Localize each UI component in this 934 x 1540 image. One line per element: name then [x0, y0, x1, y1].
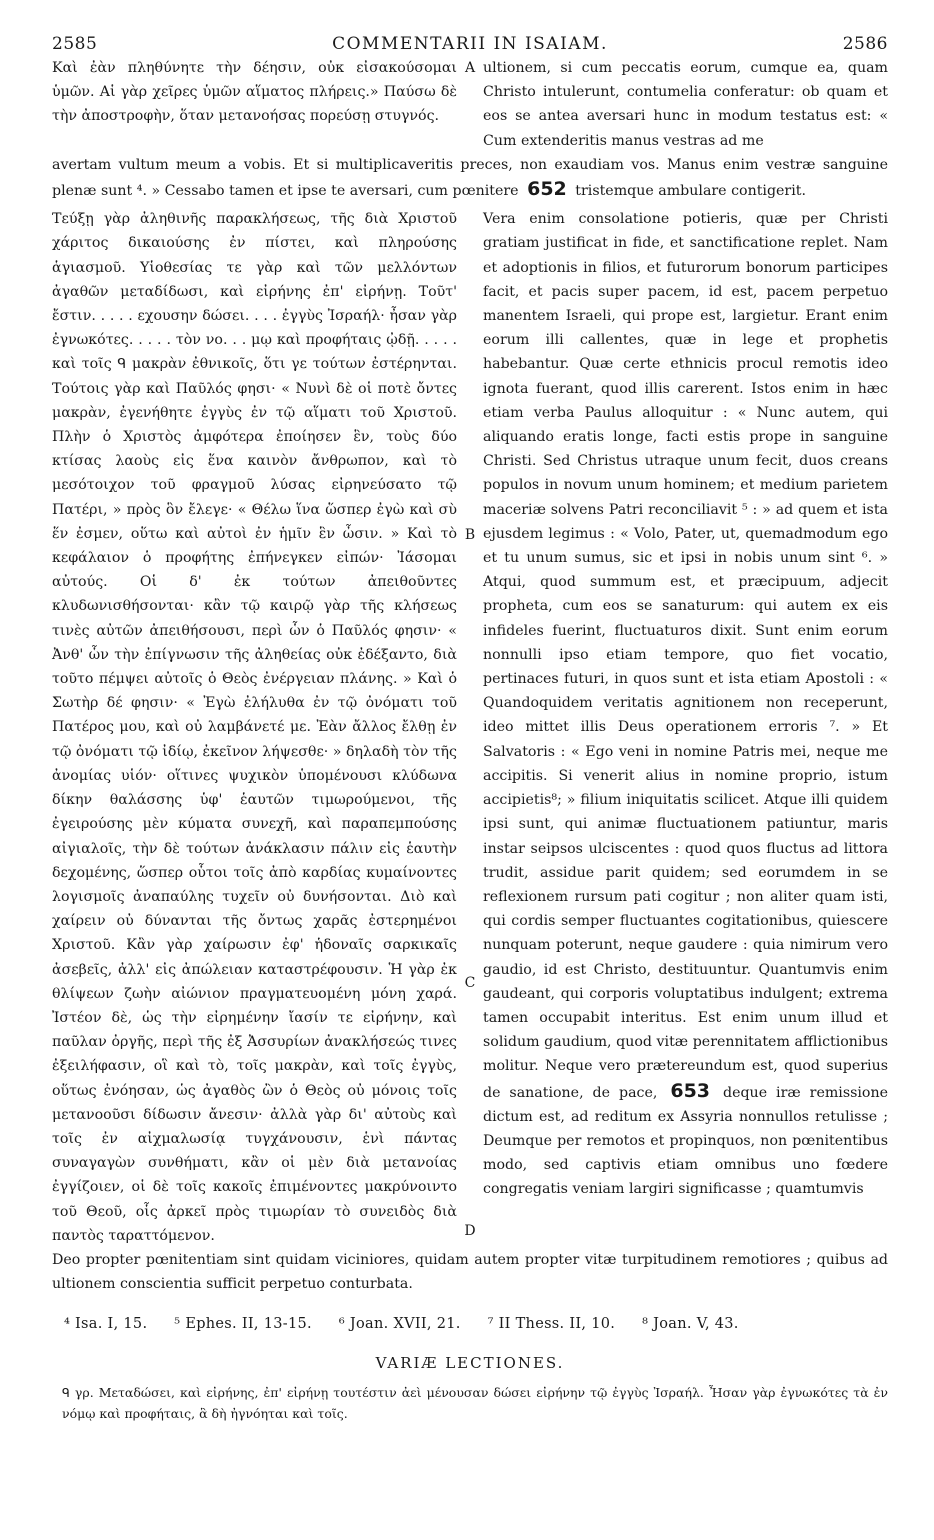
intro-latin-full-end: tristemque ambulare contigerit.: [575, 183, 806, 200]
greek-column: Τεύξῃ γὰρ ἀληθινῆς παρακλήσεως, τῆς διὰ Χριστοῦ χάριτος δικαιούσης ἐν πίστει, καὶ πληρούσης ἁγιασμοῦ. Υἱοθεσίας τε γὰρ καὶ τῶν μελλόντων ἀγαθῶν μεταδίδωσι, καὶ εἰρήνης ἐπ' εἰρήνῃ. Τοῦτ' ἔστιν. . . . . εχουσην δώσει. . . . ἐγγὺς Ἰσραήλ· ἦσαν γὰρ ἐγνωκότες. . . . . τὸν νο. . . μῳ καὶ προφήταις ᾠδῇ. . . . . καὶ τοῖς ᑫ μακρὰν ἐθνικοῖς, ὅτι γε τούτων ἐστέρηνται. Τούτοις γὰρ καὶ Παῦλός φησι· « Νυνὶ δὲ οἱ ποτὲ ὄντες μακρὰν, ἐγενήθητε ἐγγὺς ἐν τῷ αἵματι τοῦ Χριστοῦ. Πλὴν ὁ Χριστὸς ἀμφότερα ἐποίησεν ἓν, τοὺς δύο κτίσας λαοὺς εἰς ἕνα καινὸν ἄνθρωπον, καὶ τὸ μεσότοιχον τοῦ φραγμοῦ λύσας εἰρηνεύσατο τῷ Πατέρι, » πρὸς ὃν ἔλεγε· « Θέλω ἵνα ὥσπερ ἐγὼ καὶ σὺ ἕν ἐσμεν, οὕτω καὶ αὐτοὶ ἐν ἡμῖν ἓν ὦσιν. » Καὶ τὸ κεφάλαιον ὁ προφήτης ἐπήνεγκεν εἰπών· Ἰάσομαι αὐτούς. Οἱ δ' ἐκ τούτων ἀπειθοῦντες κλυδωνισθήσονται· κἂν τῷ καιρῷ γὰρ τῆς κλήσεως τινὲς αὐτῶν ἀπειθήσουσι, περὶ ὧν ὁ Παῦλός φησιν· « Ἀνθ' ὧν τὴν ἐπίγνωσιν τῆς ἀληθείας οὐκ ἐδέξαντο, διὰ τοῦτο πέμψει αὐτοῖς ὁ Θεὸς ἐνέργειαν πλάνης. » Καὶ ὁ Σωτὴρ δέ φησιν· « Ἐγὼ ἐλήλυθα ἐν τῷ ὀνόματι τοῦ Πατέρος μου, καὶ οὐ λαμβάνετέ με. Ἐὰν ἄλλος ἔλθῃ ἐν τῷ ὀνόματι τῷ ἰδίῳ, ἐκεῖνον λήψεσθε· » δηλαδὴ τὸν τῆς ἀνομίας υἱόν· οἵτινες ψυχικὸν ὑπομένουσι κλύδωνα δίκην θαλάσσης ὑφ' ἑαυτῶν τιμωρούμενοι, τῆς ἐγειρούσης μὲν κύματα συνεχῆ, καὶ παραπεμπούσης αἰγιαλοῖς, τὴν δὲ τούτων ἀνάκλασιν πάλιν εἰς ἑαυτὴν δεχομένης, ὥσπερ οὗτοι τοῖς ἀπὸ καρδίας κυμαίνοντες λογισμοῖς ἀναπαύλης τυχεῖν οὐ δυνήσονται. Διὸ καὶ χαίρειν οὐ δύνανται τῆς ὄντως χαρᾶς ἐστερημένοι Χριστοῦ. Κἂν γὰρ χαίρωσιν ἐφ' ἡδοναῖς σαρκικαῖς ἀσεβεῖς, ἀλλ' εἰς ἀπώλειαν καταστρέφουσιν. Ἡ γὰρ ἐκ θλίψεων ζωὴν αἰώνιον πραγματευομένη μόνη χαρά. Ἰστέον δὲ, ὡς τὴν εἰρημένην ἴασίν τε εἰρήνην, καὶ παῦλαν ὀργῆς, περὶ τῆς ἐξ Ἀσσυρίων ἀνακλήσεώς τινες ἐξειλήφασιν, οἳ καὶ τὸ, τοῖς μακρὰν, καὶ τοῖς ἐγγὺς, οὕτως ἐνόησαν, ὡς ἀγαθὸς ὢν ὁ Θεὸς οὐ μόνοις τοῖς μετανοοῦσι δίδωσιν ἄνεσιν· ἀλλὰ γὰρ δι' αὐτοὺς καὶ τοῖς ἐν αἰχμαλωσίᾳ τυγχάνουσιν, ἑνὶ πάντας συναγαγὼν συνθήματι, κἂν οἱ μὲν διὰ μετανοίας ἐγγίζοιεν, οἱ δὲ τοῖς κακοῖς ἐπιμένοντες μακρύνοιντο τοῦ Θεοῦ, οἷς ἀρκεῖ πρὸς τιμωρίαν τὸ συνειδὸς διὰ παντὸς ταραττόμενον.: [52, 211, 457, 1244]
page-marker-652: 652: [527, 178, 567, 201]
text-body: [52, 56, 888, 1296]
intro-greek: Καὶ ἐὰν πληθύνητε τὴν δέησιν, οὐκ εἰσακούσομαι ὑμῶν. Αἱ γὰρ χεῖρες ὑμῶν αἵματος πλήρεις.» Παύσω δὲ τὴν ἀποστροφὴν, ὅταν μετανοήσας πορεύσῃ στυγνός.: [52, 60, 457, 125]
margin-marker-a: A: [464, 60, 476, 76]
intro-latin-continued: [52, 153, 888, 203]
running-header: [52, 34, 888, 56]
intro-latin-full: avertam vultum meum a vobis. Et si multiplicaveritis preces, non exaudiam vos. Manus enim vestræ sanguine plenæ sunt ⁴. » Cessabo tamen et ipse te aversari, cum pœnitere: [52, 156, 888, 200]
margin-marker-c: C: [464, 975, 476, 992]
two-column-text: [52, 207, 888, 1248]
footnote: ⁷ II Thess. II, 10.: [487, 1316, 616, 1333]
closing-latin: Deo propter pœnitentiam sint quidam viciniores, quidam autem propter vitæ turpitudinem remotiores ; quibus ad ultionem conscientia sufficit perpetuo conturbata.: [52, 1251, 888, 1293]
variae-lectiones-title: VARIÆ LECTIONES.: [375, 1354, 565, 1373]
latin-column-part2: deque iræ remissione dictum est, ad reditum ex Assyria nonnullos retulisse ; Deumque per remotos et propinquos, non pœnitentibus modo, sed captivis etiam omnibus uno fœdere congregatis veniam largiri significasse ; quamtumvis: [483, 1084, 889, 1198]
footnote: ⁶ Joan. XVII, 21.: [338, 1316, 461, 1333]
footnote: ⁸ Joan. V, 43.: [642, 1316, 739, 1333]
footnote: ⁵ Ephes. II, 13-15.: [174, 1316, 312, 1333]
running-title: COMMENTARII IN ISAIAM.: [332, 34, 608, 54]
variae-lectiones-text: ᑫ γρ. Μεταδώσει, καὶ εἰρήνης, ἐπ' εἰρήνῃ τουτέστιν ἀεὶ μένουσαν δώσει εἰρήνην τῷ ἐγγὺς Ἰσραήλ. Ἦσαν γὰρ ἐγνωκότες τὰ ἐν νόμῳ καὶ προφήταις, ἃ δὴ ἠγνόηται καὶ τοῖς.: [62, 1385, 888, 1422]
margin-markers: [463, 207, 477, 1248]
latin-column: [483, 207, 888, 1248]
latin-column-part1: Vera enim consolatione potieris, quæ per Christi gratiam justificat in fide, et sanctificatione replet. Nam et adoptionis in filios, et futurorum bonorum participes facit, et pacis super pacem, id est, pacem perpetuo manentem Israeli, qui prope est, largietur. Erant enim eorum illi callentes, quæ in lege et prophetis habebantur. Quæ certe ethnicis procul remotis ideo ignota fuerant, quod illis carerent. Istos enim in hæc etiam verba Paulus alloquitur : « Nunc autem, qui aliquando eratis longe, facti estis prope in sanguine Christi. Sed Christus utraque unum fecit, duos creans populos in novum unum hominem; et medium parietem maceriæ solvens Patri reconciliavit ⁵ : » ad quem et ista ejusdem legimus : « Volo, Pater, ut, quemadmodum ego et tu unum sumus, sic et ipsi in nobis unum sint ⁶. » Atqui, quod summum est, et præcipuum, adjecit propheta, cum eos se sanaturum: qui autem ex eis infideles fuerint, fluctuaturos dixit. Sunt enim eorum nonnulli ipso etiam tempore, quo fiet vocatio, pertinaces futuri, in quos sunt et ista etiam Apostoli : « Quandoquidem veritatis agnitionem non receperunt, ideo mittet illis Deus operationem erroris ⁷. » Et Salvatoris : « Ego veni in nomine Patris mei, neque me accipitis. Si venerit alius in nomine proprio, istum accipietis⁸; » filium iniquitatis scilicet. Atque illi quidem ipsi sunt, qui animæ fluctuationem patiuntur, maris instar seipsos ulciscentes : quod quos fluctus ad littora trudit, assidue parit quidem; sed eorumdem in se reflexionem rursum pati cogitur ; non aliter quam isti, qui cordis semper fluctuantes cogitationibus, quiescere nunquam poterunt, neque gaudere : quia nimirum vero gaudio, id est Christo, destituuntur. Quantumvis enim gaudeant, qui corporis voluptatibus indulgent; extrema tamen occupabit interitus. Est enim unum illud et solidum gaudium, quod vitæ perennitatem afflictionibus molitur. Neque vero prætereundum est, quod superius de sanatione, de pace,: [483, 211, 888, 1101]
margin-marker-d: D: [464, 1223, 476, 1240]
right-page-number: 2586: [842, 34, 888, 54]
left-page-number: 2585: [52, 34, 98, 54]
footnotes: [52, 1316, 888, 1332]
intro-block: [52, 56, 888, 153]
page-marker-653: 653: [670, 1079, 711, 1102]
footnote: ⁴ Isa. I, 15.: [64, 1316, 148, 1333]
margin-marker-b: B: [464, 527, 476, 544]
intro-latin: ultionem, si cum peccatis eorum, cumque ea, quam Christo intulerunt, contumelia conferatur: ob quam et eos se antea aversari hunc in modum testatus est: « Cum extenderitis manus vestras ad me: [483, 60, 888, 149]
